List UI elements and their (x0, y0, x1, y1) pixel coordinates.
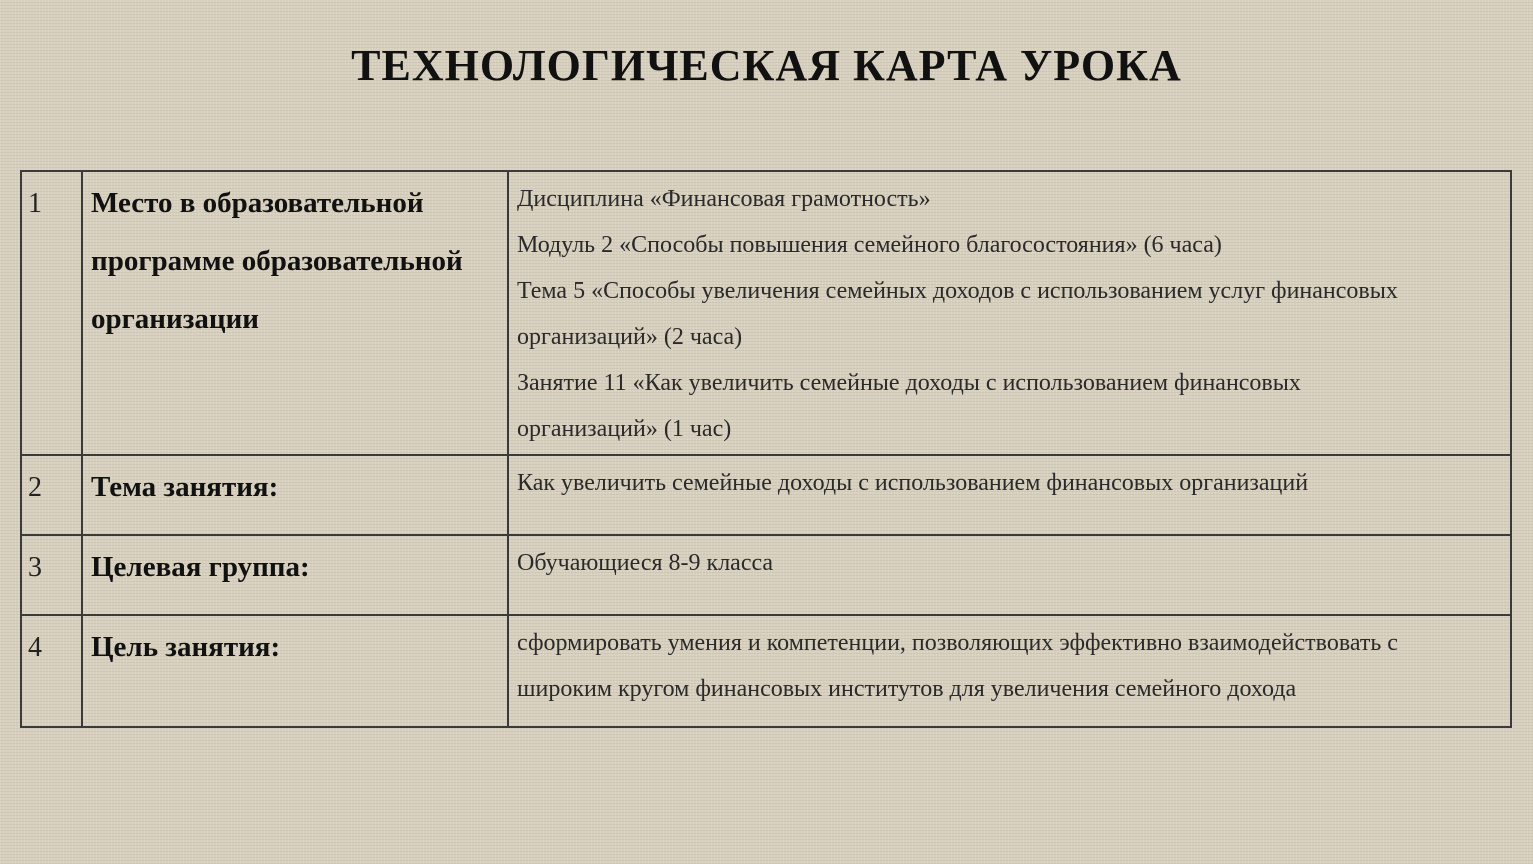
row-content (509, 172, 1510, 452)
row-label-cell (82, 455, 508, 535)
row-content (509, 456, 1510, 506)
table-row (21, 615, 1511, 727)
row-content-line: широким кругом финансовых институтов для увеличения семейного дохода (517, 676, 1297, 702)
row-number: 3 (28, 552, 42, 583)
row-label (83, 172, 507, 348)
table-row (21, 455, 1511, 535)
row-number-cell (21, 615, 82, 727)
row-label (83, 456, 507, 516)
row-label-line: программе образовательной (91, 245, 463, 277)
row-content-cell (508, 535, 1511, 615)
lesson-table (20, 170, 1512, 728)
row-label (83, 536, 507, 596)
row-label-line: организации (91, 303, 259, 335)
row-content-cell (508, 615, 1511, 727)
row-content-line: Занятие 11 «Как увеличить семейные доходы с использованием финансовых (517, 370, 1301, 396)
row-content (509, 536, 1510, 586)
row-label-line: Место в образовательной (91, 187, 424, 219)
row-content (509, 616, 1510, 712)
row-number-cell (21, 171, 82, 455)
row-content-line: Модуль 2 «Способы повышения семейного благосостояния» (6 часа) (517, 232, 1222, 258)
row-content-cell (508, 171, 1511, 455)
row-content-line: Как увеличить семейные доходы с использованием финансовых организаций (517, 470, 1309, 496)
page-title: ТЕХНОЛОГИЧЕСКАЯ КАРТА УРОКА (351, 41, 1182, 90)
row-content-line: организаций» (2 часа) (517, 324, 743, 350)
table-row (21, 535, 1511, 615)
row-number-cell (21, 455, 82, 535)
row-label-line: Цель занятия: (91, 631, 281, 663)
row-content-line: Тема 5 «Способы увеличения семейных доходов с использованием услуг финансовых (517, 278, 1398, 304)
row-number: 1 (28, 188, 42, 219)
row-content-line: Обучающиеся 8-9 класса (517, 550, 774, 576)
row-label-line: Целевая группа: (91, 551, 310, 583)
table-row (21, 171, 1511, 455)
row-content-line: организаций» (1 час) (517, 416, 732, 442)
row-content-cell (508, 455, 1511, 535)
row-number: 4 (28, 632, 42, 663)
row-number-cell (21, 535, 82, 615)
row-label-line: Тема занятия: (91, 471, 279, 503)
row-label-cell (82, 615, 508, 727)
row-label-cell (82, 535, 508, 615)
row-label (83, 616, 507, 676)
row-content-line: Дисциплина «Финансовая грамотность» (517, 186, 931, 212)
row-number: 2 (28, 472, 42, 503)
row-content-line: сформировать умения и компетенции, позволяющих эффективно взаимодействовать с (517, 630, 1398, 656)
row-label-cell (82, 171, 508, 455)
